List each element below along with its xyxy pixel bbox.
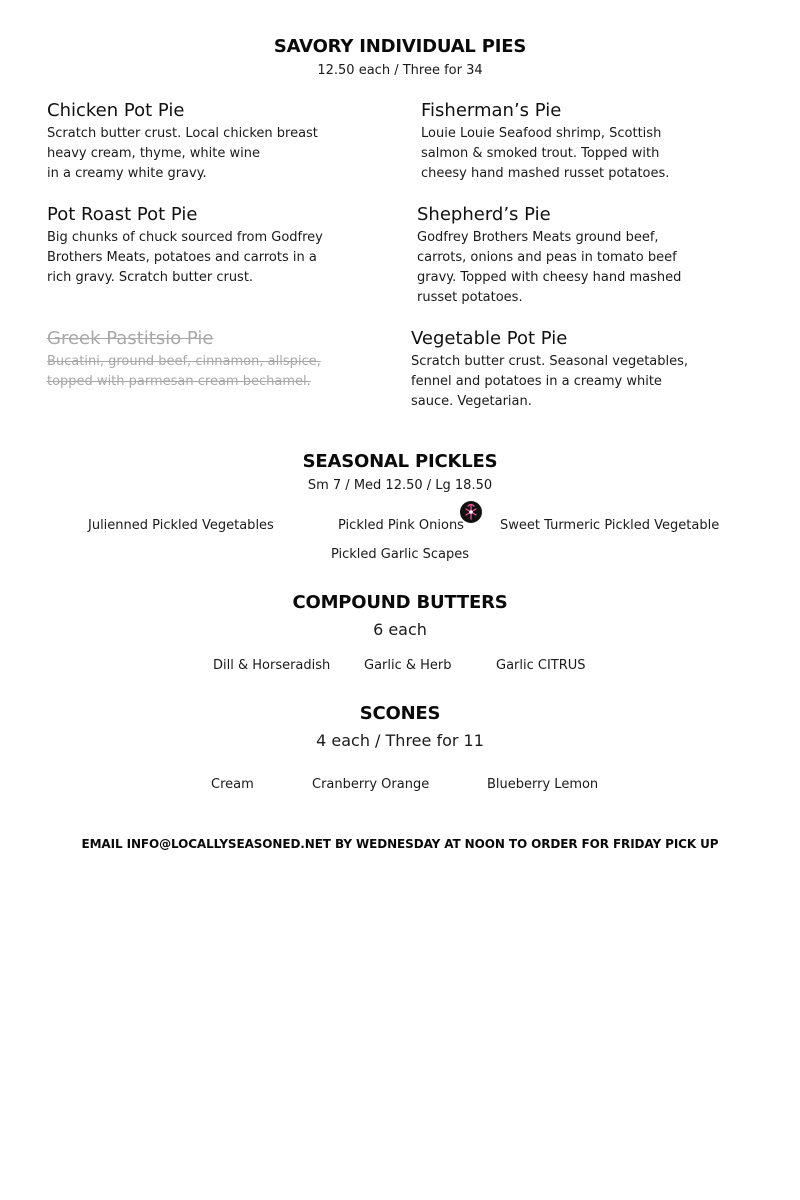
pie-card-fishermans-pie — [421, 100, 669, 184]
pickles-section-price: Sm 7 / Med 12.50 / Lg 18.50 — [307, 478, 493, 493]
pie-name-unavailable: Greek Pastitsio Pie — [47, 328, 214, 349]
scones-section-price: 4 each / Three for 11 — [316, 731, 484, 750]
pie-name: Chicken Pot Pie — [47, 100, 185, 121]
pie-description: Scratch butter crust. Local chicken breast heavy cream, thyme, white wine in a creamy white gravy. — [47, 126, 318, 181]
pie-card-chicken-pot-pie — [47, 100, 318, 184]
scone-item: Blueberry Lemon — [487, 777, 599, 792]
pie-description: Godfrey Brothers Meats ground beef, carrots, onions and peas in tomato beef gravy. Topped with cheesy hand mashed russet potatoes. — [417, 230, 682, 305]
pickle-item: Pickled Garlic Scapes — [330, 547, 470, 562]
pie-card-shepherds-pie — [417, 204, 681, 308]
butter-item: Garlic & Herb — [364, 658, 452, 673]
scone-item: Cranberry Orange — [312, 777, 430, 792]
scones-section-title: SCONES — [359, 703, 441, 724]
butter-item: Dill & Horseradish — [213, 658, 331, 673]
pink-onion-icon-graphic — [460, 501, 482, 523]
pies-section-title: SAVORY INDIVIDUAL PIES — [273, 36, 527, 57]
butters-section-price: 6 each — [373, 620, 427, 639]
pie-description: Big chunks of chuck sourced from Godfrey Brothers Meats, potatoes and carrots in a rich gravy. Scratch butter crust. — [47, 230, 323, 285]
pie-name: Shepherd’s Pie — [417, 204, 551, 225]
scone-item: Cream — [211, 777, 254, 792]
pink-onion-icon — [460, 501, 482, 523]
pie-description-unavailable: Bucatini, ground beef, cinnamon, allspice, topped with parmesan cream bechamel. — [47, 354, 321, 389]
pie-card-vegetable-pot-pie — [411, 328, 688, 412]
pie-name: Vegetable Pot Pie — [411, 328, 568, 349]
pie-card-pot-roast-pot-pie — [47, 204, 323, 288]
pie-description: Louie Louie Seafood shrimp, Scottish salmon & smoked trout. Topped with cheesy hand mashed russet potatoes. — [421, 126, 670, 181]
butters-section-title: COMPOUND BUTTERS — [292, 592, 508, 613]
pickle-item: Pickled Pink Onions — [338, 518, 464, 533]
order-instructions: EMAIL INFO@LOCALLYSEASONED.NET BY WEDNESDAY AT NOON TO ORDER FOR FRIDAY PICK UP — [81, 837, 719, 851]
pickle-item: Sweet Turmeric Pickled Vegetable — [500, 518, 720, 533]
pie-name: Fisherman’s Pie — [421, 100, 562, 121]
pie-description: Scratch butter crust. Seasonal vegetables, fennel and potatoes in a creamy white sauce. Vegetarian. — [411, 354, 689, 409]
butter-item: Garlic CITRUS — [496, 658, 586, 673]
pickles-section-title: SEASONAL PICKLES — [302, 451, 498, 472]
pickle-item: Julienned Pickled Vegetables — [88, 518, 274, 533]
pie-name: Pot Roast Pot Pie — [47, 204, 198, 225]
pies-section-price: 12.50 each / Three for 34 — [317, 63, 483, 78]
pie-card-greek-pastitsio-pie — [47, 328, 321, 392]
